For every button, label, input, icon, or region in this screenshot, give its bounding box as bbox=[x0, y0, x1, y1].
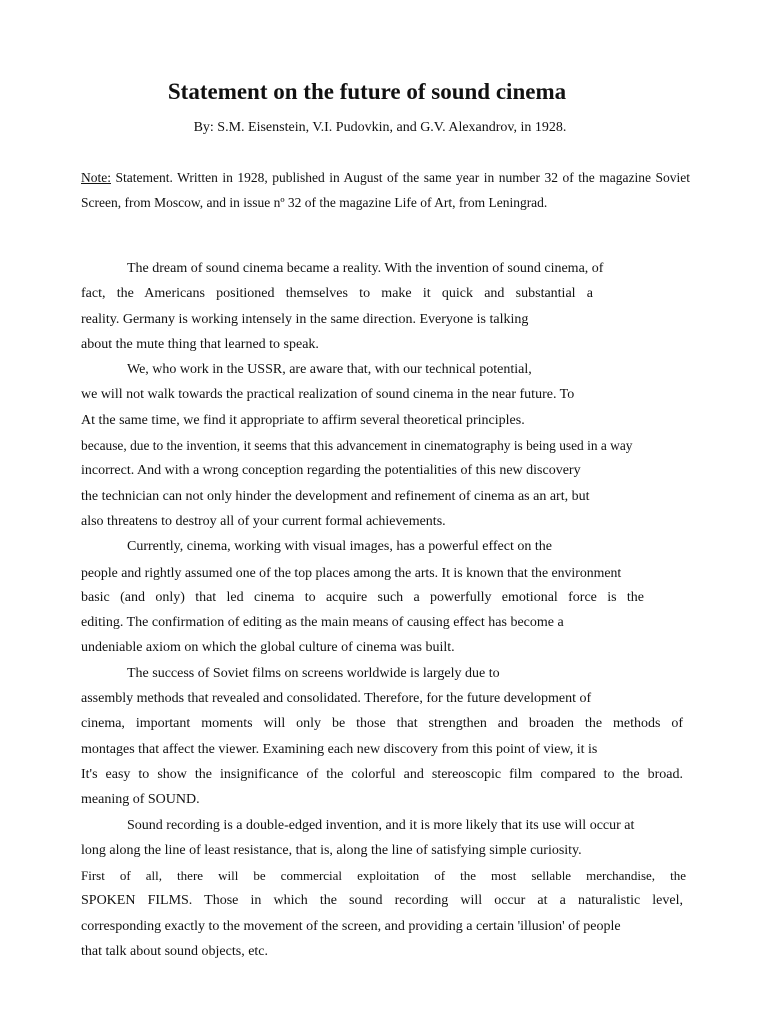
text-line: cinema, important moments will only be those that strengthen and broaden the methods of bbox=[81, 716, 683, 732]
text-line: meaning of SOUND. bbox=[81, 792, 200, 808]
text-line: because, due to the invention, it seems that this advancement in cinematography is being used in a way bbox=[81, 438, 633, 454]
text-line: long along the line of least resistance, that is, along the line of satisfying simple curiosity. bbox=[81, 842, 582, 858]
text-line: reality. Germany is working intensely in the same direction. Everyone is talking bbox=[81, 311, 529, 327]
text-line: basic (and only) that led cinema to acquire such a powerfully emotional force is the bbox=[81, 589, 644, 605]
note-label: Note: bbox=[81, 170, 111, 185]
text-line: corresponding exactly to the movement of the screen, and providing a certain 'illusion' of people bbox=[81, 918, 621, 934]
note-text: Statement. Written in 1928, published in August of the same year in number 32 of the magazine Soviet Screen, from Moscow, and in issue nº 32 of the magazine Life of Art, from Leningrad. bbox=[81, 170, 690, 210]
text-line: SPOKEN FILMS. Those in which the sound recording will occur at a naturalistic level, bbox=[81, 893, 683, 909]
author-byline: By: S.M. Eisenstein, V.I. Pudovkin, and G.V. Alexandrov, in 1928. bbox=[193, 120, 567, 135]
text-line: the technician can not only hinder the development and refinement of cinema as an art, but bbox=[81, 488, 590, 504]
text-line: also threatens to destroy all of your current formal achievements. bbox=[81, 513, 446, 529]
text-line: about the mute thing that learned to speak. bbox=[81, 336, 319, 352]
text-line: we will not walk towards the practical realization of sound cinema in the near future. To bbox=[81, 387, 575, 403]
text-line: editing. The confirmation of editing as the main means of causing effect has become a bbox=[81, 615, 564, 631]
text-line: that talk about sound objects, etc. bbox=[81, 944, 269, 960]
body-text bbox=[81, 256, 701, 964]
text-line: montages that affect the viewer. Examining each new discovery from this point of view, it is bbox=[81, 741, 598, 757]
text-line: The success of Soviet films on screens worldwide is largely due to bbox=[127, 665, 500, 681]
text-line: At the same time, we find it appropriate to affirm several theoretical principles. bbox=[81, 412, 525, 428]
text-line: We, who work in the USSR, are aware that, with our technical potential, bbox=[127, 362, 532, 378]
text-line: undeniable axiom on which the global culture of cinema was built. bbox=[81, 640, 455, 656]
text-line: assembly methods that revealed and consolidated. Therefore, for the future development of bbox=[81, 691, 592, 707]
editorial-note bbox=[81, 166, 690, 215]
text-line: The dream of sound cinema became a reality. With the invention of sound cinema, of bbox=[127, 261, 604, 276]
text-line: Sound recording is a double-edged invention, and it is more likely that its use will occur at bbox=[127, 817, 635, 833]
text-line: It's easy to show the insignificance of the colorful and stereoscopic film compared to the broad. bbox=[81, 766, 683, 782]
text-line: First of all, there will be commercial exploitation of the most sellable merchandise, the bbox=[81, 868, 686, 884]
text-line: fact, the Americans positioned themselves to make it quick and substantial a bbox=[81, 286, 593, 302]
document-title: Statement on the future of sound cinema bbox=[167, 79, 567, 104]
text-line: people and rightly assumed one of the top places among the arts. It is known that the environment bbox=[81, 564, 622, 580]
text-line: Currently, cinema, working with visual images, has a powerful effect on the bbox=[127, 539, 552, 555]
text-line: incorrect. And with a wrong conception regarding the potentialities of this new discovery bbox=[81, 463, 581, 479]
